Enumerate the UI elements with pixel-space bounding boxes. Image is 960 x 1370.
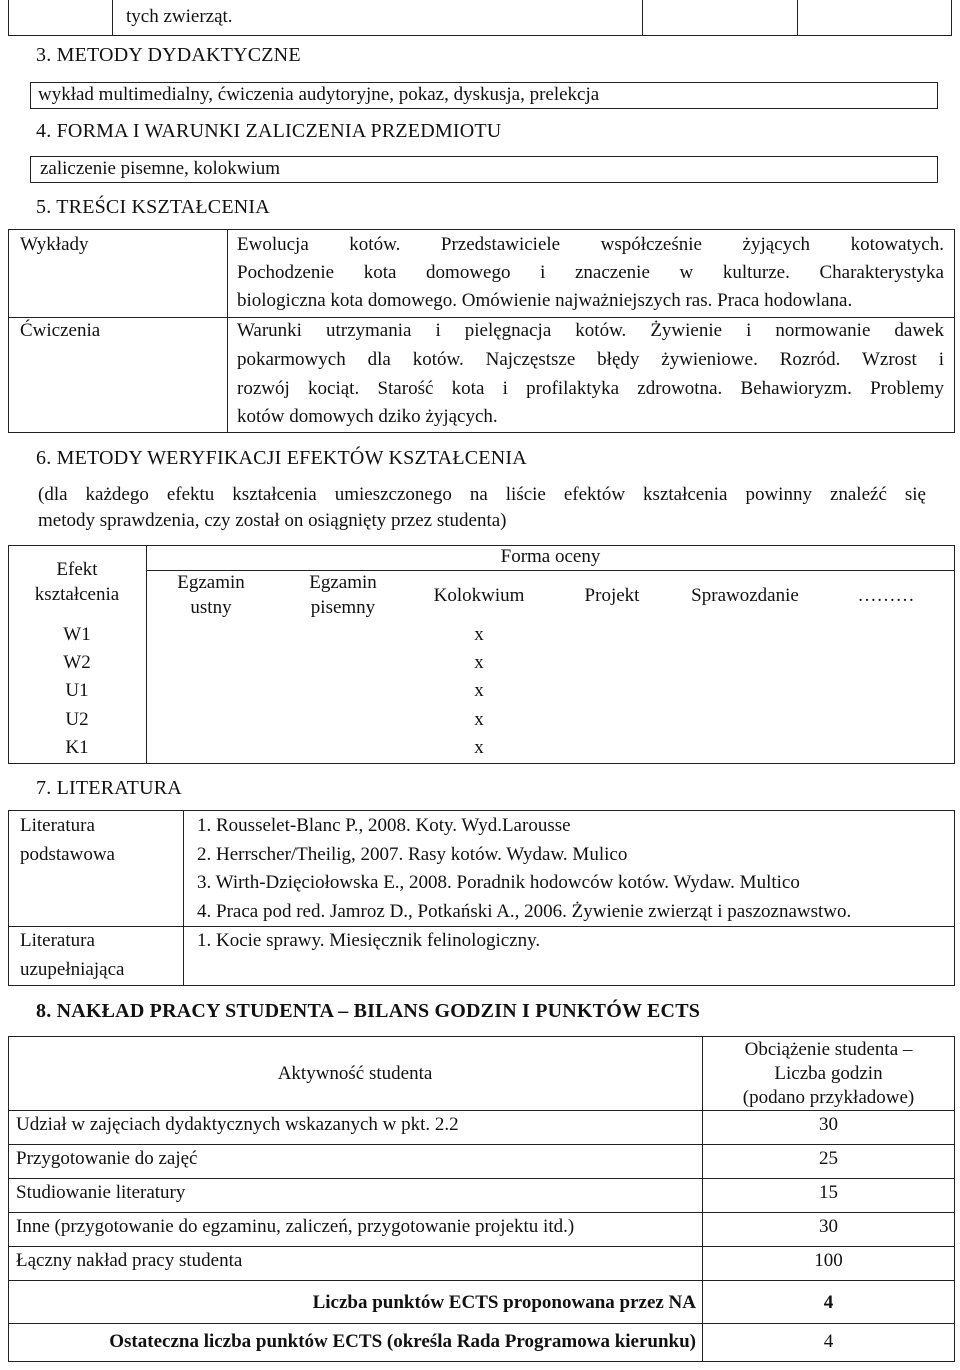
effect-k1: K1 — [65, 737, 89, 758]
lecture-line-1: Ewolucja kotów. Przedstawiciele współcześnie żyjących kotowatych. — [237, 234, 944, 255]
workload-row-5-hours: 100 — [814, 1250, 843, 1271]
section-6-note-2: metody sprawdzenia, czy został on osiągnięty przez studenta) — [38, 510, 507, 531]
colloquium-header: Kolokwium — [433, 585, 525, 606]
workload-row-2-label: Przygotowanie do zajęć — [16, 1148, 198, 1169]
ects-proposed-value: 4 — [823, 1292, 834, 1313]
load-header-1: Obciążenie studenta – — [744, 1039, 913, 1060]
extra-lit-item-1: 1. Kocie sprawy. Miesięcznik felinologiczny. — [197, 930, 541, 951]
workload-row-4-label: Inne (przygotowanie do egzaminu, zaliczeń, przygotowanie projektu itd.) — [16, 1216, 575, 1237]
section-7-heading: 7. LITERATURA — [36, 777, 182, 799]
effect-w2: W2 — [63, 652, 91, 673]
workload-row-1-label: Udział w zajęciach dydaktycznych wskazanych w pkt. 2.2 — [16, 1114, 459, 1135]
exercises-label: Ćwiczenia — [20, 320, 101, 341]
effect-w1: W1 — [63, 624, 91, 645]
extra-lit-label-2: uzupełniająca — [20, 959, 125, 980]
load-header-2: Liczba godzin — [774, 1063, 883, 1084]
oral-exam-header-1: Egzamin — [177, 572, 245, 593]
extra-lit-label-1: Literatura — [20, 930, 95, 951]
section-5-heading: 5. TREŚCI KSZTAŁCENIA — [36, 196, 270, 218]
effect-u2: U2 — [65, 709, 89, 730]
effect-header-2: kształcenia — [34, 584, 120, 605]
mark-w1: x — [474, 624, 484, 645]
effect-header-1: Efekt — [56, 559, 98, 580]
section-4-value: zaliczenie pisemne, kolokwium — [40, 158, 281, 179]
exercises-line-1: Warunki utrzymania i pielęgnacja kotów. Żywienie i normowanie dawek — [237, 320, 944, 341]
form-header: Forma oceny — [500, 546, 601, 567]
activity-header: Aktywność studenta — [277, 1063, 433, 1084]
load-header-3: (podano przykładowe) — [742, 1087, 915, 1108]
workload-row-2-hours: 25 — [819, 1148, 838, 1169]
basic-lit-label-2: podstawowa — [20, 844, 115, 865]
more-header: ……… — [857, 585, 915, 606]
section-3-value: wykład multimedialny, ćwiczenia audytoryjne, pokaz, dyskusja, prelekcja — [38, 84, 600, 105]
section-6-note-1: (dla każdego efektu kształcenia umieszczonego na liście efektów kształcenia powinny znaleźć się — [38, 484, 926, 505]
lecture-line-3: biologiczna kota domowego. Omówienie najważniejszych ras. Praca hodowlana. — [237, 290, 853, 311]
basic-lit-item-3: 3. Wirth-Dzięciołowska E., 2008. Poradnik hodowców kotów. Wydaw. Multico — [197, 872, 800, 893]
ects-final-label: Ostateczna liczba punktów ECTS (określa Rada Programowa kierunku) — [109, 1331, 696, 1352]
workload-row-5-label: Łączny nakład pracy studenta — [16, 1250, 243, 1271]
written-exam-header-1: Egzamin — [309, 572, 377, 593]
exercises-line-2: pokarmowych dla kotów. Najczęstsze błędy żywieniowe. Rozród. Wzrost i — [237, 349, 944, 370]
oral-exam-header-2: ustny — [190, 597, 232, 618]
effect-u1: U1 — [65, 680, 89, 701]
workload-row-4-hours: 30 — [819, 1216, 838, 1237]
basic-lit-item-2: 2. Herrscher/Theilig, 2007. Rasy kotów. Wydaw. Mulico — [197, 844, 628, 865]
project-header: Projekt — [584, 585, 640, 606]
top-cell-text: tych zwierząt. — [126, 6, 233, 27]
exercises-line-3: rozwój kociąt. Starość kota i profilaktyka zdrowotna. Behawioryzm. Problemy — [237, 378, 944, 399]
mark-u1: x — [474, 680, 484, 701]
lecture-line-2: Pochodzenie kota domowego i znaczenie w kulturze. Charakterystyka — [237, 262, 944, 283]
exercises-line-4: kotów domowych dziko żyjących. — [237, 406, 498, 427]
ects-proposed-label: Liczba punktów ECTS proponowana przez NA — [312, 1292, 696, 1313]
lecture-label: Wykłady — [20, 234, 89, 255]
section-3-heading: 3. METODY DYDAKTYCZNE — [36, 44, 301, 66]
basic-lit-label-1: Literatura — [20, 815, 95, 836]
workload-row-3-label: Studiowanie literatury — [16, 1182, 186, 1203]
section-8-heading: 8. NAKŁAD PRACY STUDENTA – BILANS GODZIN I PUNKTÓW ECTS — [36, 1000, 701, 1022]
section-6-heading: 6. METODY WERYFIKACJI EFEKTÓW KSZTAŁCENIA — [36, 447, 527, 469]
workload-row-1-hours: 30 — [819, 1114, 838, 1135]
mark-u2: x — [474, 709, 484, 730]
ects-final-value: 4 — [823, 1331, 834, 1352]
report-header: Sprawozdanie — [691, 585, 799, 606]
workload-row-3-hours: 15 — [819, 1182, 838, 1203]
written-exam-header-2: pisemny — [310, 597, 376, 618]
section-4-heading: 4. FORMA I WARUNKI ZALICZENIA PRZEDMIOTU — [36, 120, 502, 142]
basic-lit-item-4: 4. Praca pod red. Jamroz D., Potkański A., 2006. Żywienie zwierząt i paszoznawstwo. — [197, 901, 852, 922]
basic-lit-item-1: 1. Rousselet-Blanc P., 2008. Koty. Wyd.Larousse — [197, 815, 571, 836]
mark-k1: x — [474, 737, 484, 758]
mark-w2: x — [474, 652, 484, 673]
